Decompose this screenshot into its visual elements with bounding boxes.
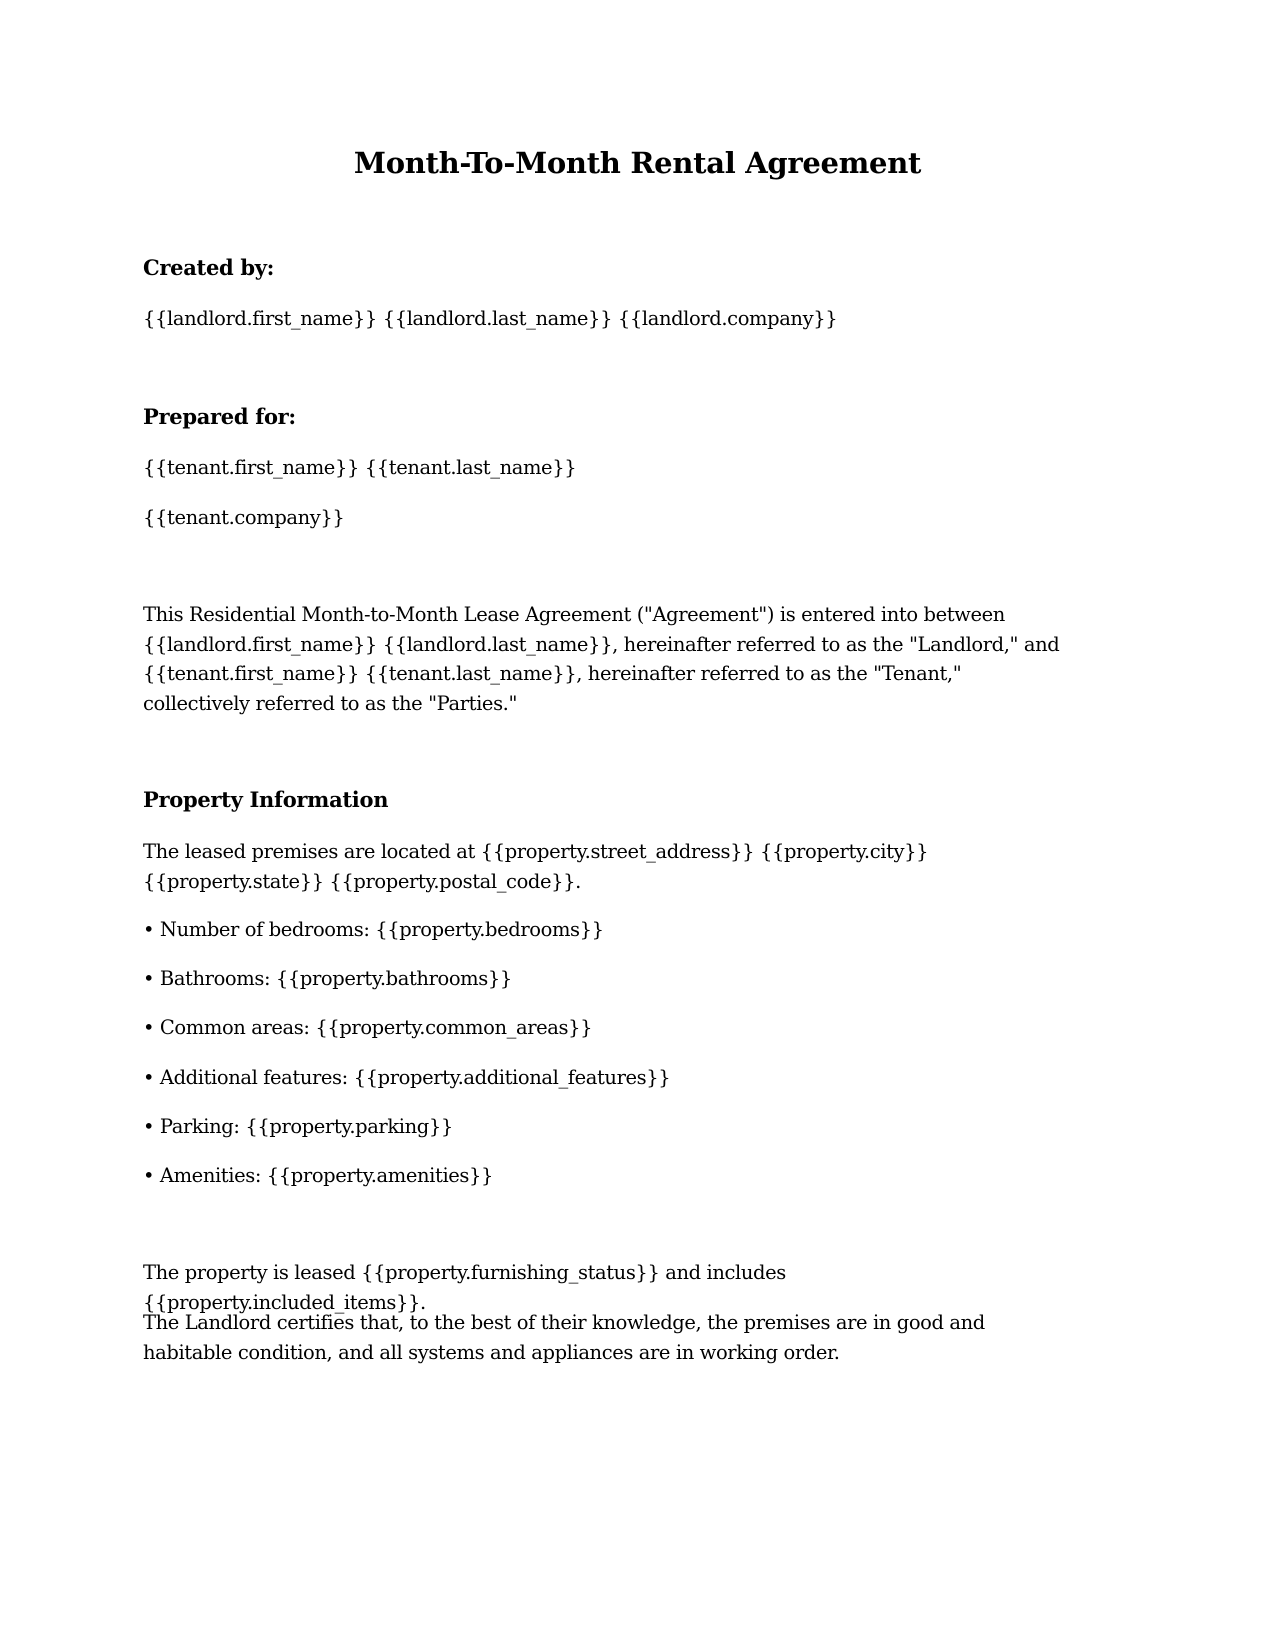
prepared-for-name: {{tenant.first_name}} {{tenant.last_name}} bbox=[143, 456, 577, 479]
created-by-heading: Created by: bbox=[143, 255, 275, 280]
property-information-heading: Property Information bbox=[143, 787, 389, 812]
intro-paragraph: This Residential Month-to-Month Lease Agreement ("Agreement") is entered into between {{landlord.first_name}} {{landlord.last_name}}, hereinafter referred to as the "Landlord," and {{tenant.first_name}} {{tenant.last_name}}, hereinafter referred to as the "Tenant," collectively referred to as the "Parties." bbox=[143, 603, 1060, 715]
bullet-bathrooms: • Bathrooms: {{property.bathrooms}} bbox=[143, 967, 512, 990]
prepared-for-company: {{tenant.company}} bbox=[143, 506, 345, 529]
document-title: Month-To-Month Rental Agreement bbox=[353, 146, 922, 180]
furnishing-paragraph: The property is leased {{property.furnishing_status}} and includes {{property.included_items}}. bbox=[143, 1261, 786, 1314]
bullet-common-areas: • Common areas: {{property.common_areas}} bbox=[143, 1016, 593, 1039]
bullet-parking: • Parking: {{property.parking}} bbox=[143, 1115, 453, 1138]
bullet-bedrooms: • Number of bedrooms: {{property.bedrooms}} bbox=[143, 918, 604, 941]
bullet-additional-features: • Additional features: {{property.additional_features}} bbox=[143, 1066, 671, 1089]
bullet-amenities: • Amenities: {{property.amenities}} bbox=[143, 1164, 494, 1187]
condition-paragraph: The Landlord certifies that, to the best of their knowledge, the premises are in good and habitable condition, and all systems and appliances are in working order. bbox=[143, 1311, 985, 1364]
prepared-for-heading: Prepared for: bbox=[143, 404, 296, 429]
created-by-line: {{landlord.first_name}} {{landlord.last_name}} {{landlord.company}} bbox=[143, 307, 838, 330]
property-location-paragraph: The leased premises are located at {{property.street_address}} {{property.city}} {{property.state}} {{property.postal_code}}. bbox=[143, 840, 929, 893]
